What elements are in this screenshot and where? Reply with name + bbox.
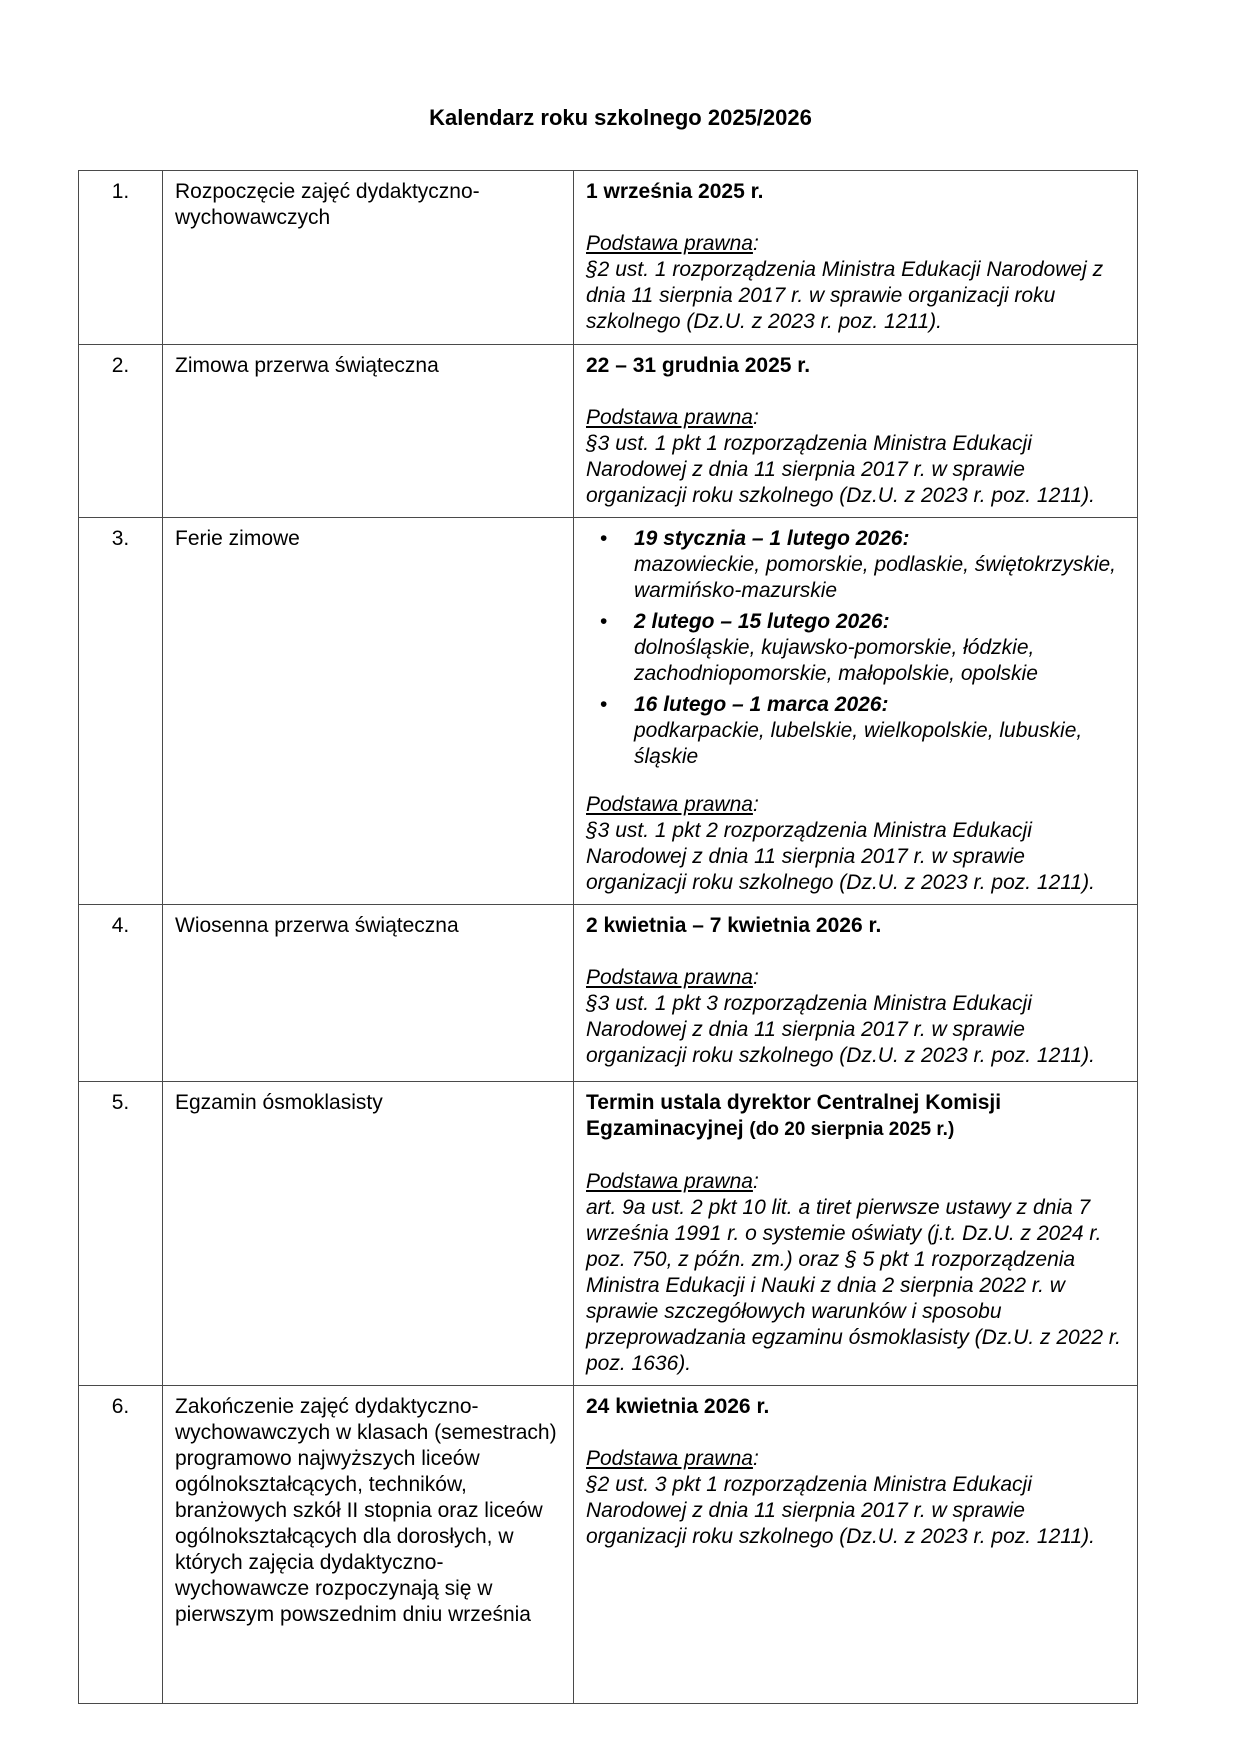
legal-basis-colon: : (752, 1170, 759, 1193)
event-name: Wiosenna przerwa świąteczna (163, 905, 574, 1082)
event-details (574, 171, 1138, 345)
legal-basis-text: §3 ust. 1 pkt 1 rozporządzenia Ministra Edukacji Narodowej z dnia 11 sierpnia 2017 r. w sprawie organizacji roku szkolnego (Dz.U. z 2023 r. poz. 1211). (586, 432, 1095, 507)
event-details (574, 345, 1138, 518)
event-date: 1 września 2025 r. (586, 180, 764, 203)
school-year-calendar-table (78, 170, 1138, 1704)
table-row-5 (79, 1082, 1138, 1386)
legal-basis-label: Podstawa prawna (586, 966, 753, 989)
break-regions: dolnośląskie, kujawsko-pomorskie, łódzkie, zachodniopomorskie, małopolskie, opolskie (634, 636, 1038, 685)
legal-basis-block (586, 405, 1125, 509)
winter-break-item (586, 609, 1125, 687)
event-details (574, 905, 1138, 1082)
table-row-3 (79, 518, 1138, 905)
bullet-icon: • (600, 693, 608, 716)
event-name: Zimowa przerwa świąteczna (163, 345, 574, 518)
table-row-1 (79, 171, 1138, 345)
break-dates: 16 lutego – 1 marca 2026: (634, 693, 889, 716)
table-row-2 (79, 345, 1138, 518)
break-dates: 2 lutego – 15 lutego 2026: (634, 610, 890, 633)
event-name: Egzamin ósmoklasisty (163, 1082, 574, 1386)
event-name: Zakończenie zajęć dydaktyczno-wychowawczych w klasach (semestrach) programowo najwyższych liceów ogólnokształcących, techników, branżowych szkół II stopnia oraz liceów ogólnokształcących dla dorosłych, w których zajęcia dydaktyczno-wychowawcze rozpoczynają się w pierwszym powszednim dniu września (163, 1386, 574, 1704)
legal-basis-block (586, 231, 1125, 335)
break-dates: 19 stycznia – 1 lutego 2026: (634, 527, 910, 550)
winter-break-list (586, 526, 1125, 770)
event-date: 24 kwietnia 2026 r. (586, 1395, 770, 1418)
legal-basis-colon: : (752, 1447, 759, 1470)
winter-break-item (586, 692, 1125, 770)
bullet-icon: • (600, 527, 608, 550)
document-title: Kalendarz roku szkolnego 2025/2026 (429, 105, 812, 130)
legal-basis-block (586, 792, 1125, 896)
row-number: 2. (79, 345, 163, 518)
row-number: 3. (79, 518, 163, 905)
event-date-note: (do 20 sierpnia 2025 r.) (749, 1119, 955, 1140)
legal-basis-colon: : (752, 793, 759, 816)
legal-basis-text: art. 9a ust. 2 pkt 10 lit. a tiret pierwsze ustawy z dnia 7 września 1991 r. o systemie oświaty (j.t. Dz.U. z 2024 r. poz. 750, z późn. zm.) oraz § 5 pkt 1 rozporządzenia Ministra Edukacji i Nauki z dnia 2 sierpnia 2022 r. w sprawie szczegółowych warunków i sposobu przeprowadzania egzaminu ósmoklasisty (Dz.U. z 2022 r. poz. 1636). (586, 1196, 1121, 1375)
event-details (574, 518, 1138, 905)
legal-basis-block (586, 1446, 1125, 1550)
winter-break-item (586, 526, 1125, 604)
event-details (574, 1386, 1138, 1704)
event-date-main: Termin ustala dyrektor Centralnej Komisji Egzaminacyjnej (586, 1091, 1002, 1140)
legal-basis-label: Podstawa prawna (586, 406, 753, 429)
event-date: 2 kwietnia – 7 kwietnia 2026 r. (586, 914, 882, 937)
event-details (574, 1082, 1138, 1386)
legal-basis-colon: : (752, 232, 759, 255)
event-name: Rozpoczęcie zajęć dydaktyczno-wychowawczych (163, 171, 574, 345)
legal-basis-colon: : (752, 406, 759, 429)
row-number: 6. (79, 1386, 163, 1704)
row-number: 1. (79, 171, 163, 345)
break-regions: podkarpackie, lubelskie, wielkopolskie, lubuskie, śląskie (634, 719, 1083, 768)
bullet-icon: • (600, 610, 608, 633)
row-number: 5. (79, 1082, 163, 1386)
legal-basis-text: §3 ust. 1 pkt 2 rozporządzenia Ministra Edukacji Narodowej z dnia 11 sierpnia 2017 r. w sprawie organizacji roku szkolnego (Dz.U. z 2023 r. poz. 1211). (586, 819, 1095, 894)
legal-basis-label: Podstawa prawna (586, 793, 753, 816)
legal-basis-block (586, 1169, 1125, 1377)
event-date: 22 – 31 grudnia 2025 r. (586, 354, 811, 377)
legal-basis-colon: : (752, 966, 759, 989)
legal-basis-text: §2 ust. 3 pkt 1 rozporządzenia Ministra Edukacji Narodowej z dnia 11 sierpnia 2017 r. w sprawie organizacji roku szkolnego (Dz.U. z 2023 r. poz. 1211). (586, 1473, 1095, 1548)
legal-basis-label: Podstawa prawna (586, 1170, 753, 1193)
event-name: Ferie zimowe (163, 518, 574, 905)
legal-basis-label: Podstawa prawna (586, 1447, 753, 1470)
legal-basis-text: §3 ust. 1 pkt 3 rozporządzenia Ministra Edukacji Narodowej z dnia 11 sierpnia 2017 r. w sprawie organizacji roku szkolnego (Dz.U. z 2023 r. poz. 1211). (586, 992, 1095, 1067)
table-row-4 (79, 905, 1138, 1082)
event-date (586, 1090, 1125, 1143)
legal-basis-label: Podstawa prawna (586, 232, 753, 255)
legal-basis-block (586, 965, 1125, 1069)
break-regions: mazowieckie, pomorskie, podlaskie, świętokrzyskie, warmińsko-mazurskie (634, 553, 1117, 602)
legal-basis-text: §2 ust. 1 rozporządzenia Ministra Edukacji Narodowej z dnia 11 sierpnia 2017 r. w sprawie organizacji roku szkolnego (Dz.U. z 2023 r. poz. 1211). (586, 258, 1104, 333)
table-row-6 (79, 1386, 1138, 1704)
row-number: 4. (79, 905, 163, 1082)
